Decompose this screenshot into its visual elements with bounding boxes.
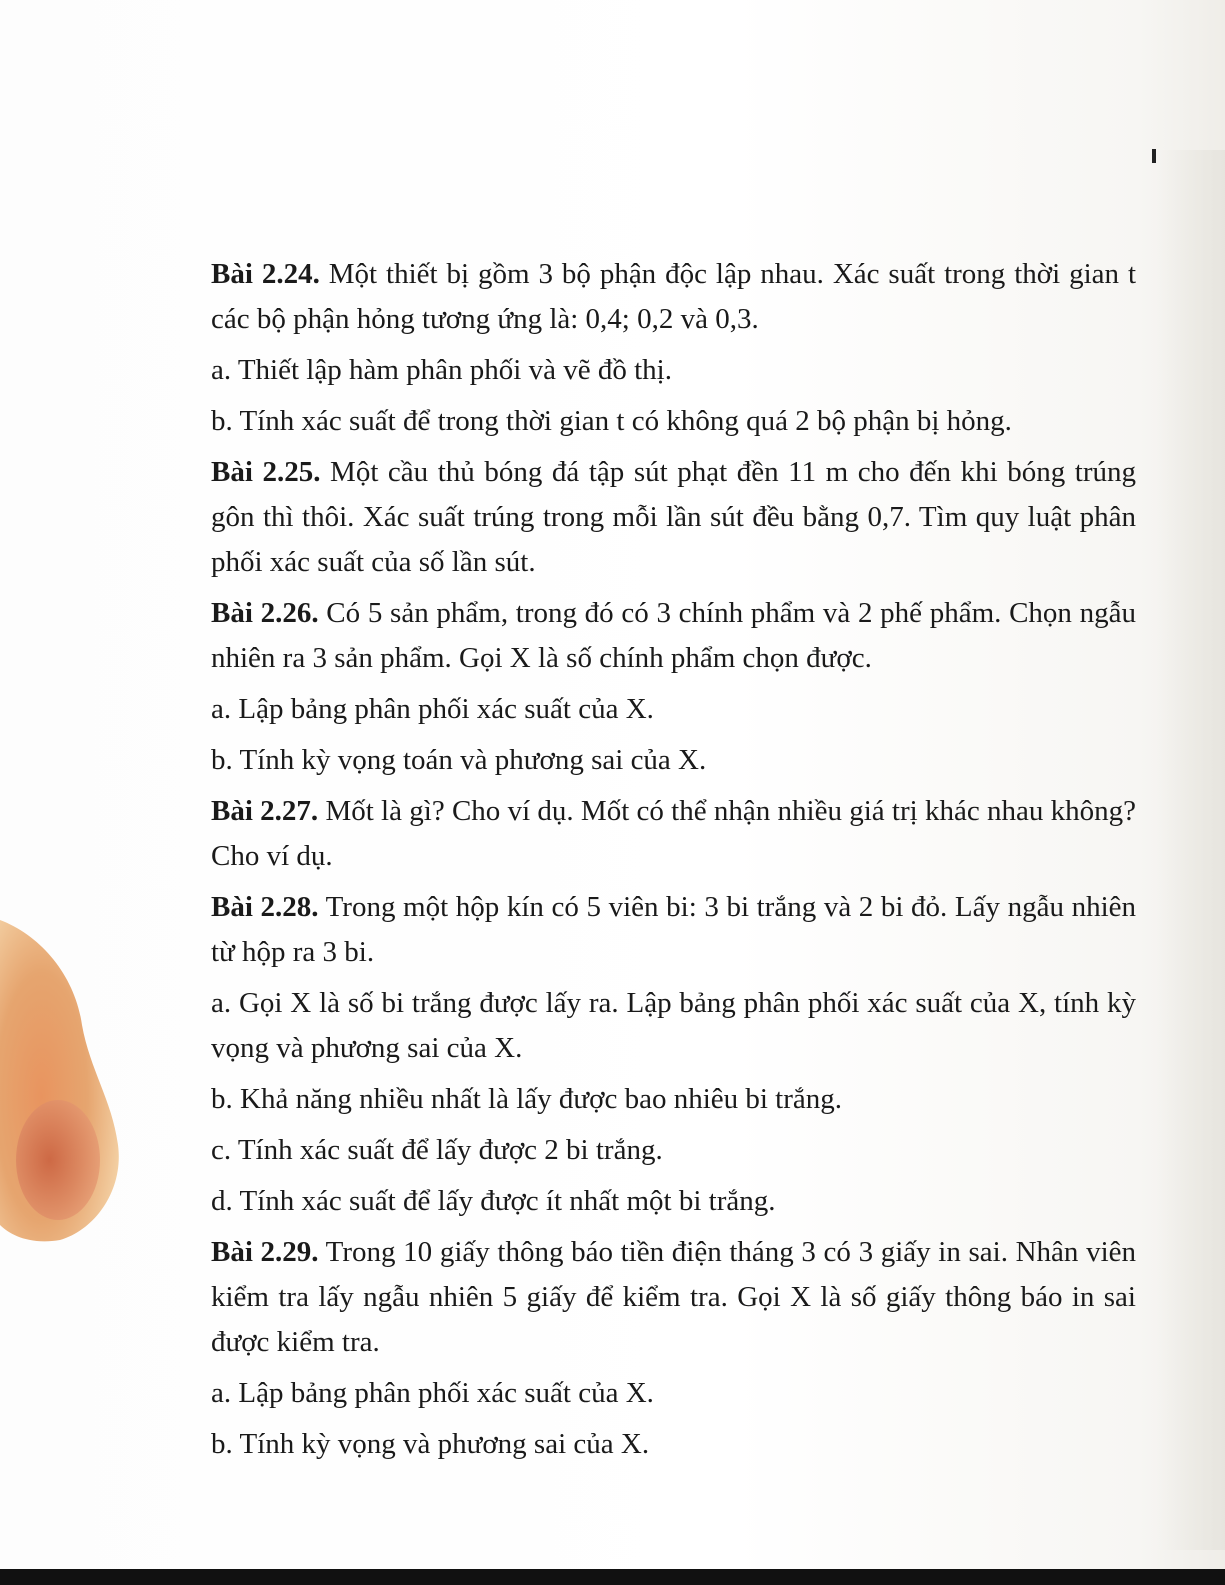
exercise-text: Một thiết bị gồm 3 bộ phận độc lập nhau. Xác suất trong thời gian t các bộ phận hỏng tương ứng là: 0,4; 0,2 và 0,3. [211,258,1136,335]
exercise-list [211,252,1136,1473]
exercise-2-24 [211,252,1136,342]
exercise-label: Bài 2.28. [211,891,319,923]
exercise-2-27 [211,789,1136,879]
exercise-2-28-part-d: d. Tính xác suất để lấy được ít nhất một bi trắng. [211,1185,776,1217]
page-edge-mark [1152,149,1156,163]
scan-bottom-edge [0,1569,1225,1585]
exercise-label: Bài 2.24. [211,258,320,290]
exercise-2-24-part-a: a. Thiết lập hàm phân phối và vẽ đồ thị. [211,354,672,386]
exercise-label: Bài 2.27. [211,795,319,827]
exercise-text: Trong 10 giấy thông báo tiền điện tháng 3 có 3 giấy in sai. Nhân viên kiểm tra lấy ngẫu nhiên 5 giấy để kiểm tra. Gọi X là số giấy thông báo in sai được kiểm tra. [211,1236,1137,1358]
exercise-2-28-part-b: b. Khả năng nhiều nhất là lấy được bao nhiêu bi trắng. [211,1083,843,1115]
exercise-2-28-part-a: a. Gọi X là số bi trắng được lấy ra. Lập bảng phân phối xác suất của X, tính kỳ vọng và phương sai của X. [211,987,1136,1064]
exercise-2-26-part-b: b. Tính kỳ vọng toán và phương sai của X. [211,744,707,776]
exercise-2-26-part-a: a. Lập bảng phân phối xác suất của X. [211,693,654,725]
exercise-2-29-part-b: b. Tính kỳ vọng và phương sai của X. [211,1428,650,1460]
exercise-label: Bài 2.25. [211,456,321,488]
exercise-label: Bài 2.29. [211,1236,319,1268]
exercise-2-29 [211,1230,1136,1365]
exercise-2-24-part-b: b. Tính xác suất để trong thời gian t có không quá 2 bộ phận bị hỏng. [211,405,1012,437]
exercise-label: Bài 2.26. [211,597,319,629]
exercise-2-28 [211,885,1136,975]
exercise-2-28-part-c: c. Tính xác suất để lấy được 2 bi trắng. [211,1134,663,1166]
exercise-2-25 [211,450,1136,585]
exercise-2-29-part-a: a. Lập bảng phân phối xác suất của X. [211,1377,654,1409]
exercise-2-26 [211,591,1136,681]
exercise-text: Một cầu thủ bóng đá tập sút phạt đền 11 m cho đến khi bóng trúng gôn thì thôi. Xác suất trúng trong mỗi lần sút đều bằng 0,7. Tìm quy luật phân phối xác suất của số lần sút. [211,456,1136,578]
thumb-shadow [0,905,140,1245]
page-shadow-edge [1158,150,1225,1550]
exercise-text: Trong một hộp kín có 5 viên bi: 3 bi trắng và 2 bi đỏ. Lấy ngẫu nhiên từ hộp ra 3 bi. [211,891,1137,968]
exercise-text: Có 5 sản phẩm, trong đó có 3 chính phẩm và 2 phế phẩm. Chọn ngẫu nhiên ra 3 sản phẩm. Gọi X là số chính phẩm chọn được. [211,597,1136,674]
exercise-text: Mốt là gì? Cho ví dụ. Mốt có thể nhận nhiều giá trị khác nhau không? Cho ví dụ. [211,795,1136,872]
